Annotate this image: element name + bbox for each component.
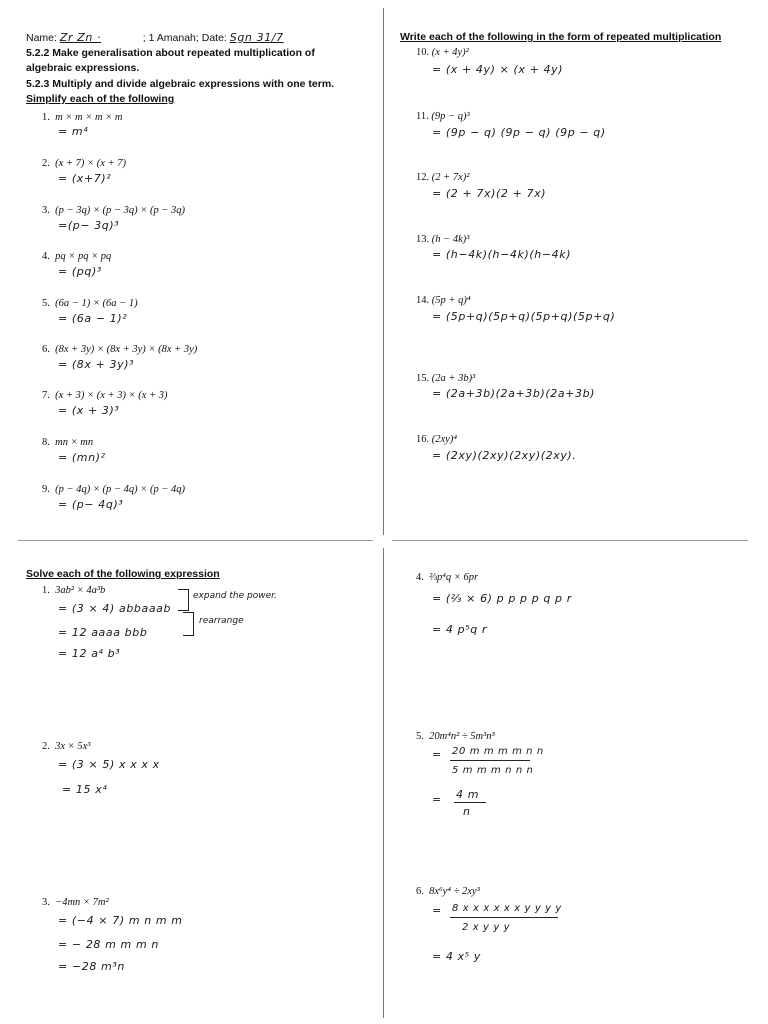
solve-3-step-2: = − 28 m m m n xyxy=(58,938,159,951)
solve-2-question: 2. 3x × 5x³ xyxy=(42,741,91,752)
repeated-12-answer: = (2 + 7x)(2 + 7x) xyxy=(432,187,547,200)
solve-5-question: 5. 20m⁴n² ÷ 5m³n³ xyxy=(416,731,495,742)
repeated-16-question: 16. (2xy)⁴ xyxy=(416,434,457,445)
vertical-divider-bottom xyxy=(383,548,384,1018)
section-repeated-title: Write each of the following in the form of repeated multiplication xyxy=(400,31,722,43)
name-value: Zr Zn · xyxy=(59,31,102,44)
repeated-10-answer: = (x + 4y) × (x + 4y) xyxy=(432,63,564,76)
solve-1-step-3: = 12 a⁴ b³ xyxy=(58,647,121,660)
repeated-12-question: 12. (2 + 7x)² xyxy=(416,172,470,183)
name-line xyxy=(26,31,308,45)
repeated-10-question: 10. (x + 4y)² xyxy=(416,47,469,58)
simplify-6-answer: = (8x + 3y)³ xyxy=(58,358,135,371)
solve-6-equals-1: = xyxy=(432,904,442,917)
simplify-4-answer: = (pq)³ xyxy=(58,265,102,278)
repeated-13-answer: = (h−4k)(h−4k)(h−4k) xyxy=(432,248,572,261)
repeated-15-answer: = (2a+3b)(2a+3b)(2a+3b) xyxy=(432,387,596,400)
simplify-8-answer: = (mn)² xyxy=(58,451,106,464)
name-label: Name: xyxy=(26,32,57,44)
simplify-9-answer: = (p− 4q)³ xyxy=(58,498,124,511)
expand-bracket xyxy=(178,589,189,611)
repeated-14-answer: = (5p+q)(5p+q)(5p+q)(5p+q) xyxy=(432,310,616,323)
solve-6-numerator-1: 8 x x x x x x y y y y xyxy=(452,903,562,914)
annotation-rearrange: rearrange xyxy=(199,616,244,626)
solve-6-fraction-bar-1 xyxy=(450,917,558,918)
class-date-label: ; 1 Amanah; Date: xyxy=(142,32,227,44)
solve-6-step-2: = 4 x⁵ y xyxy=(432,950,481,963)
objective-1b: algebraic expressions. xyxy=(26,62,140,74)
date-value: Sgn 31/7 xyxy=(229,31,284,44)
simplify-2-question: 2. (x + 7) × (x + 7) xyxy=(42,158,126,169)
solve-5-numerator-1: 20 m m m m n n xyxy=(452,746,544,757)
objective-2: 5.2.3 Multiply and divide algebraic expressions with one term. xyxy=(26,78,335,90)
solve-1-question: 1. 3ab² × 4a³b xyxy=(42,585,106,596)
simplify-5-answer: = (6a − 1)² xyxy=(58,312,128,325)
simplify-4-question: 4. pq × pq × pq xyxy=(42,251,112,262)
solve-5-equals-2: = xyxy=(432,793,442,806)
repeated-13-question: 13. (h − 4k)³ xyxy=(416,234,470,245)
simplify-5-question: 5. (6a − 1) × (6a − 1) xyxy=(42,298,138,309)
solve-1-step-1: = (3 × 4) abbaaab xyxy=(58,602,172,615)
simplify-7-answer: = (x + 3)³ xyxy=(58,404,120,417)
solve-3-step-1: = (−4 × 7) m n m m xyxy=(58,914,183,927)
repeated-11-question: 11. (9p − q)³ xyxy=(416,111,470,122)
simplify-1-question: 1. m × m × m × m xyxy=(42,112,123,123)
solve-4-question: 4. ⅔p⁴q × 6pr xyxy=(416,572,479,583)
simplify-9-question: 9. (p − 4q) × (p − 4q) × (p − 4q) xyxy=(42,484,186,495)
simplify-2-answer: = (x+7)² xyxy=(58,172,112,185)
solve-5-numerator-2: 4 m xyxy=(456,788,480,801)
repeated-15-question: 15. (2a + 3b)³ xyxy=(416,373,476,384)
annotation-expand: expand the power. xyxy=(193,591,277,601)
simplify-1-answer: = m⁴ xyxy=(58,125,89,138)
objective-1: 5.2.2 Make generalisation about repeated multiplication of xyxy=(26,47,315,59)
simplify-3-answer: =(p− 3q)³ xyxy=(58,219,120,232)
section-solve-title: Solve each of the following expression xyxy=(26,568,220,580)
vertical-divider-top xyxy=(383,8,384,535)
solve-5-denominator-2: n xyxy=(463,805,471,818)
solve-6-question: 6. 8x⁶y⁴ ÷ 2xy³ xyxy=(416,886,480,897)
solve-3-question: 3. −4mn × 7m² xyxy=(42,897,109,908)
horizontal-divider-left xyxy=(18,540,373,541)
simplify-8-question: 8. mn × mn xyxy=(42,437,94,448)
solve-5-fraction-bar-1 xyxy=(450,760,530,761)
solve-5-fraction-bar-2 xyxy=(454,802,486,803)
solve-5-equals-1: = xyxy=(432,748,442,761)
horizontal-divider-right xyxy=(392,540,748,541)
section-simplify-title: Simplify each of the following xyxy=(26,93,175,105)
solve-2-step-1: = (3 × 5) x x x x xyxy=(58,758,160,771)
repeated-16-answer: = (2xy)(2xy)(2xy)(2xy). xyxy=(432,449,577,462)
solve-4-step-1: = (⅔ × 6) p p p p q p r xyxy=(432,592,572,605)
simplify-6-question: 6. (8x + 3y) × (8x + 3y) × (8x + 3y) xyxy=(42,344,198,355)
repeated-14-question: 14. (5p + q)⁴ xyxy=(416,295,471,306)
solve-1-step-2: = 12 aaaa bbb xyxy=(58,626,148,639)
solve-5-denominator-1: 5 m m m n n n xyxy=(452,765,534,776)
solve-4-step-2: = 4 p⁵q r xyxy=(432,623,488,636)
simplify-3-question: 3. (p − 3q) × (p − 3q) × (p − 3q) xyxy=(42,205,186,216)
rearrange-bracket xyxy=(183,612,194,636)
simplify-7-question: 7. (x + 3) × (x + 3) × (x + 3) xyxy=(42,390,168,401)
solve-6-denominator-1: 2 x y y y xyxy=(462,922,511,933)
solve-2-step-2: = 15 x⁴ xyxy=(62,783,108,796)
solve-3-step-3: = −28 m³n xyxy=(58,960,125,973)
repeated-11-answer: = (9p − q) (9p − q) (9p − q) xyxy=(432,126,606,139)
